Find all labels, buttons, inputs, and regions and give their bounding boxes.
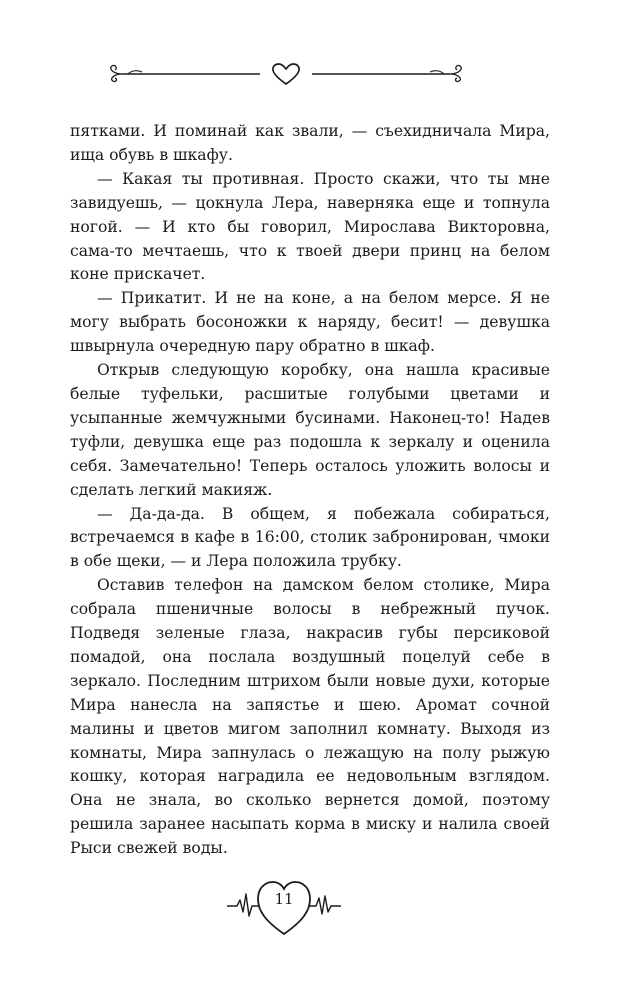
paragraph-5: — Да-да-да. В общем, я побежала собираться, встречаемся в кафе в 16:00, столик забронирован, чмоки в обе щеки, — и Лера положила трубку. [70, 504, 550, 571]
paragraph-3: — Прикатит. И не на коне, а на белом мерсе. Я не могу выбрать босоножки к наряду, бесит! — девушка швырнула очередную пару обратно в шкаф. [70, 289, 550, 356]
page-body-text [70, 120, 550, 861]
header-heart-divider-icon [100, 58, 472, 90]
paragraph-1: пятками. И поминай как звали, — съехидничала Мира, ища обувь в шкафу. [70, 122, 550, 164]
paragraph-2: — Какая ты противная. Просто скажи, что ты мне завидуешь, — цокнула Лера, наверняка еще и топнула ногой. — И кто бы говорил, Мирослава Викторовна, сама-то мечтаешь, что к твоей двери принц на белом коне прискачет. [70, 169, 550, 284]
paragraph-4: Открыв следующую коробку, она нашла красивые белые туфельки, расшитые голубыми цветами и усыпанные жемчужными бусинами. Наконец-то! Надев туфли, девушка еще раз подошла к зеркалу и оценила себя. Замечательно! Теперь осталось уложить волосы и сделать легкий макияж. [70, 361, 550, 499]
paragraph-6: Оставив телефон на дамском белом столике, Мира собрала пшеничные волосы в небрежный пучок. Подведя зеленые глаза, накрасив губы персиковой помадой, она послала воздушный поцелуй себе в зеркало. Последним штрихом были новые духи, которые Мира нанесла на запястье и шею. Аромат сочной малины и цветов мигом заполнил комнату. Выходя из комнаты, Мира запнулась о лежащую на полу рыжую кошку, которая наградила ее недовольным взглядом. Она не знала, во сколько вернется домой, поэтому решила заранее насыпать корма в миску и налила своей Рыси свежей воды. [70, 576, 550, 858]
page-number: 11 [274, 890, 294, 908]
